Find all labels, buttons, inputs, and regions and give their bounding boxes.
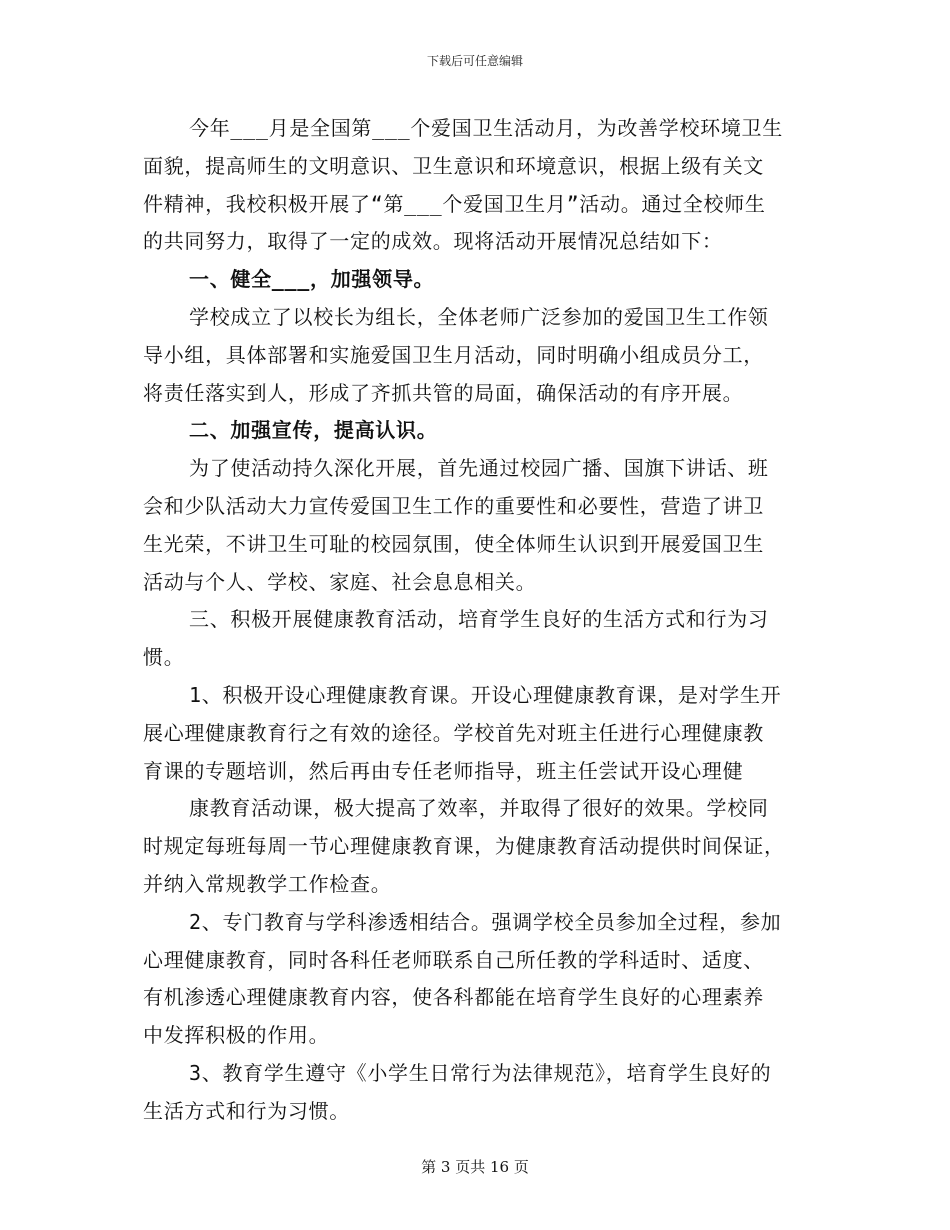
paragraph-line: 有机渗透心理健康教育内容，使各科都能在培育学生良好的心理素养 [143,985,764,1010]
paragraph-line: 1、积极开设心理健康教育课。开设心理健康教育课，是对学生开 [189,682,782,707]
paragraph-line: 2、专门教育与学科渗透相结合。强调学校全员参加全过程，参加 [189,909,782,934]
paragraph-line: 3、教育学生遵守《小学生日常行为法律规范》，培育学生良好的 [189,1060,772,1085]
section-heading: 三、积极开展健康教育活动，培育学生良好的生活方式和行为习 [189,607,769,632]
paragraph-line: 生活方式和行为习惯。 [143,1098,350,1123]
paragraph-line: 活动与个人、学校、家庭、社会息息相关。 [143,569,537,594]
paragraph-line: 心理健康教育，同时各科任老师联系自己所任教的学科适时、适度、 [143,947,764,972]
paragraph-line: 的共同努力，取得了一定的成效。现将活动开展情况总结如下： [143,229,723,254]
paragraph-line: 面貌，提高师生的文明意识、卫生意识和环境意识，根据上级有关文 [143,153,764,178]
paragraph-line: 导小组，具体部署和实施爱国卫生月活动，同时明确小组成员分工， [143,342,764,367]
paragraph-line: 学校成立了以校长为组长，全体老师广泛参加的爱国卫生工作领 [189,304,769,329]
paragraph-line: 今年___月是全国第___个爱国卫生活动月，为改善学校环境卫生 [189,116,783,140]
paragraph-line: 为了使活动持久深化开展，首先通过校园广播、国旗下讲话、班 [189,456,769,481]
paragraph-line: 时规定每班每周一节心理健康教育课，为健康教育活动提供时间保证， [143,834,785,859]
section-heading: 一、健全___，加强领导。 [189,267,435,292]
paragraph-line: 中发挥积极的作用。 [143,1023,330,1048]
paragraph-line: 件精神，我校积极开展了“第___个爱国卫生月”活动。通过全校师生 [143,191,766,216]
paragraph-line: 并纳入常规教学工作检查。 [143,871,392,896]
document-body [143,110,808,1131]
paragraph-line: 展心理健康教育行之有效的途径。学校首先对班主任进行心理健康教 [143,720,764,745]
page-header: 下载后可任意编辑 [426,54,523,68]
paragraph-line: 惯。 [143,645,185,670]
paragraph-line: 将责任落实到人，形成了齐抓共管的局面，确保活动的有序开展。 [143,380,744,405]
section-heading: 二、加强宣传，提高认识。 [189,418,438,443]
paragraph-line: 康教育活动课，极大提高了效率，并取得了很好的效果。学校同 [189,796,769,821]
paragraph-line: 生光荣，不讲卫生可耻的校园氛围，使全体师生认识到开展爱国卫生 [143,531,764,556]
paragraph-line: 会和少队活动大力宣传爱国卫生工作的重要性和必要性，营造了讲卫 [143,493,764,518]
paragraph-line: 育课的专题培训，然后再由专任老师指导，班主任尝试开设心理健 [143,758,744,783]
page-footer: 第 3 页共 16 页 [421,1158,529,1176]
